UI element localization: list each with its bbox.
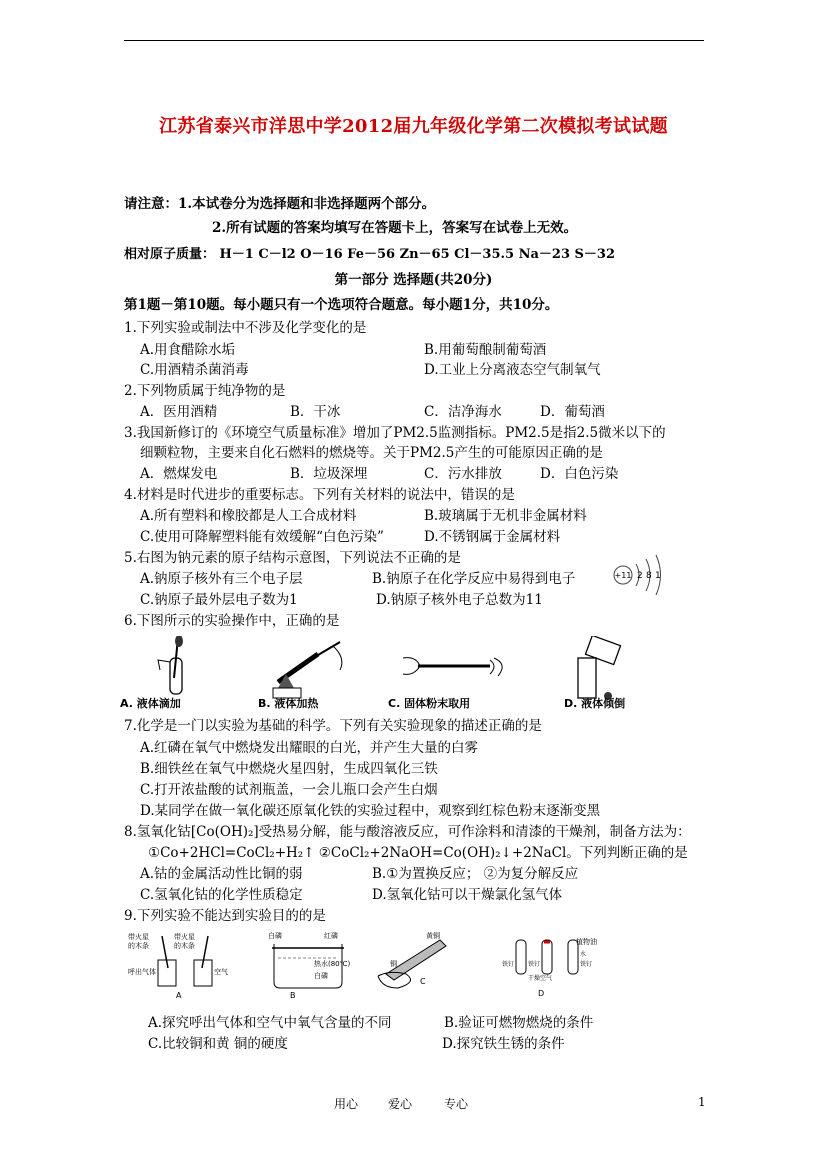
q9-fig-a (128, 932, 228, 1000)
svg-text:的木条: 的木条 (174, 942, 195, 950)
sodium-atom-diagram (612, 550, 668, 600)
svg-text:铁钉: 铁钉 (580, 961, 593, 968)
q6-label-c: C. 固体粉末取用 (388, 697, 471, 710)
q8-option-a: A.钴的金属活动性比铜的弱 (140, 866, 303, 882)
svg-text:呼出气体: 呼出气体 (128, 968, 156, 976)
q4-stem: 4.材料是时代进步的重要标志。下列有关材料的说法中，错误的是 (124, 487, 515, 503)
q6-fig-d-pouring (578, 636, 621, 700)
q8-stem: 8.氢氧化钴[Co(OH)₂]受热易分解，能与酸溶液反应，可作涂料和清漆的干燥剂，制备方法为： (124, 824, 691, 840)
q7-option-d: D.某同学在做一氧化碳还原氧化铁的实验过程中，观察到红棕色粉末逐渐变黑 (140, 803, 601, 819)
svg-text:带火星: 带火星 (174, 933, 195, 941)
q1-option-a: A.用食醋除水垢 (140, 342, 236, 358)
svg-text:热水(80℃): 热水(80℃) (314, 960, 351, 968)
q9-fig-d (502, 937, 597, 998)
svg-text:铜: 铜 (390, 960, 397, 968)
q3-stem-line1: 3.我国新修订的《环境空气质量标准》增加了PM2.5监测指标。PM2.5是指2.5微米以下的 (124, 425, 666, 441)
q5-option-d: D.钠原子核外电子总数为11 (376, 592, 543, 608)
q2-stem: 2.下列物质属于纯净物的是 (124, 383, 286, 399)
q9-fig-c (378, 931, 446, 988)
page-number: 1 (698, 1095, 706, 1109)
note-1: 请注意：1.本试卷分为选择题和非选择题两个部分。 (124, 196, 436, 212)
shell-2-count: 8 (646, 571, 652, 581)
svg-text:铁钉: 铁钉 (528, 961, 541, 968)
q2-option-a: A．医用酒精 (140, 404, 218, 420)
q6-label-a: A. 液体滴加 (120, 697, 181, 710)
shell-1-count: 2 (637, 571, 643, 581)
svg-text:白磷: 白磷 (268, 932, 282, 940)
q3-option-d: D．白色污染 (540, 466, 619, 482)
svg-text:C: C (420, 977, 426, 986)
q5-option-c: C.钠原子最外层电子数为1 (140, 592, 298, 608)
q7-option-a: A.红磷在氧气中燃烧发出耀眼的白光，并产生大量的白雾 (140, 740, 479, 756)
q6-label-b: B. 液体加热 (258, 697, 319, 710)
q1-option-d: D.工业上分离液态空气制氧气 (424, 362, 601, 378)
q8-option-b: B.①为置换反应； ②为复分解反应 (372, 866, 579, 882)
nucleus-label: +11 (614, 571, 632, 580)
q6-figures (118, 636, 678, 710)
q8-equations: ①Co+2HCl=CoCl₂+H₂↑ ②CoCl₂+2NaOH=Co(OH)₂↓+2NaCl。下列判断正确的是 (148, 845, 688, 861)
q9-fig-b (268, 931, 350, 1000)
q7-option-c: C.打开浓盐酸的试剂瓶盖，一会儿瓶口会产生白烟 (140, 782, 438, 798)
q3-option-a: A．燃煤发电 (140, 466, 218, 482)
q4-option-d: D.不锈钢属于金属材料 (424, 529, 561, 545)
q4-option-a: A.所有塑料和橡胶都是人工合成材料 (140, 508, 357, 524)
q9-option-c: C.比较铜和黄 铜的硬度 (148, 1036, 288, 1052)
q1-option-c: C.用酒精杀菌消毒 (140, 362, 249, 378)
q5-option-a: A.钠原子核外有三个电子层 (140, 571, 303, 587)
note-2: 2.所有试题的答案均填写在答题卡上，答案写在试卷上无效。 (212, 220, 578, 236)
svg-text:红磷: 红磷 (324, 932, 338, 940)
q2-option-d: D．葡萄酒 (540, 404, 605, 420)
q9-option-b: B.验证可燃物燃烧的条件 (444, 1015, 594, 1031)
q8-option-c: C.氢氧化钴的化学性质稳定 (140, 887, 303, 903)
header-rule (124, 40, 704, 41)
q1-option-b: B.用葡萄酿制葡萄酒 (424, 342, 547, 358)
svg-text:干燥空气: 干燥空气 (528, 975, 553, 982)
svg-text:黄铜: 黄铜 (426, 932, 440, 940)
svg-text:的木条: 的木条 (128, 942, 149, 950)
footer-motto-2: 爱心 (388, 1097, 413, 1111)
page-title: 江苏省泰兴市洋思中学2012届九年级化学第二次模拟考试试题 (159, 116, 668, 137)
q2-option-c: C．洁净海水 (424, 404, 502, 420)
svg-text:B: B (290, 991, 296, 1000)
q3-option-b: B．垃圾深埋 (290, 466, 368, 482)
q9-figures (128, 930, 618, 1000)
svg-text:植物油: 植物油 (576, 938, 597, 946)
q3-stem-line2: 细颗粒物，主要来自化石燃料的燃烧等。关于PM2.5产生的可能原因正确的是 (140, 445, 603, 461)
svg-text:铁钉: 铁钉 (502, 961, 515, 968)
q8-option-d: D.氢氧化钴可以干燥氯化氢气体 (372, 887, 563, 903)
section-title: 第一部分 选择题(共20分) (334, 272, 493, 288)
q3-option-c: C．污水排放 (424, 466, 502, 482)
q6-fig-c-powder (403, 658, 502, 676)
q6-fig-b-heating (273, 642, 342, 698)
q7-stem: 7.化学是一门以实验为基础的科学。下列有关实验现象的描述正确的是 (124, 718, 542, 734)
q2-option-b: B．干冰 (290, 404, 341, 420)
svg-text:D: D (538, 989, 545, 998)
svg-text:水: 水 (580, 951, 587, 958)
q1-stem: 1.下列实验或制法中不涉及化学变化的是 (124, 320, 367, 336)
footer-motto-1: 用心 (334, 1097, 359, 1111)
q9-option-d: D.探究铁生锈的条件 (442, 1036, 565, 1052)
svg-text:A: A (176, 991, 182, 1000)
q6-label-d: D. 液体倾倒 (564, 697, 626, 710)
q4-option-c: C.使用可降解塑料能有效缓解“白色污染” (140, 529, 384, 545)
shell-3-count: 1 (655, 571, 661, 581)
q9-stem: 9.下列实验不能达到实验目的的是 (124, 908, 326, 924)
atomic-masses: 相对原子质量： H－1 C－l2 O－16 Fe－56 Zn－65 Cl－35.5 Na－23 S－32 (124, 247, 616, 262)
svg-text:带火星: 带火星 (128, 933, 149, 941)
section-instruction: 第1题－第10题。每小题只有一个选项符合题意。每小题1分，共10分。 (124, 297, 559, 313)
q7-option-b: B.细铁丝在氧气中燃烧火星四射，生成四氧化三铁 (140, 761, 438, 777)
q9-option-a: A.探究呼出气体和空气中氧气含量的不同 (148, 1015, 392, 1031)
svg-text:空气: 空气 (214, 968, 228, 976)
q4-option-b: B.玻璃属于无机非金属材料 (424, 508, 587, 524)
q5-option-b: B.钠原子在化学反应中易得到电子 (372, 571, 576, 587)
q6-stem: 6.下图所示的实验操作中，正确的是 (124, 613, 340, 629)
svg-text:白磷: 白磷 (314, 972, 328, 980)
q5-stem: 5.右图为钠元素的原子结构示意图，下列说法不正确的是 (124, 550, 461, 566)
q6-fig-a-dropper (158, 636, 183, 694)
footer-motto-3: 专心 (444, 1097, 469, 1111)
